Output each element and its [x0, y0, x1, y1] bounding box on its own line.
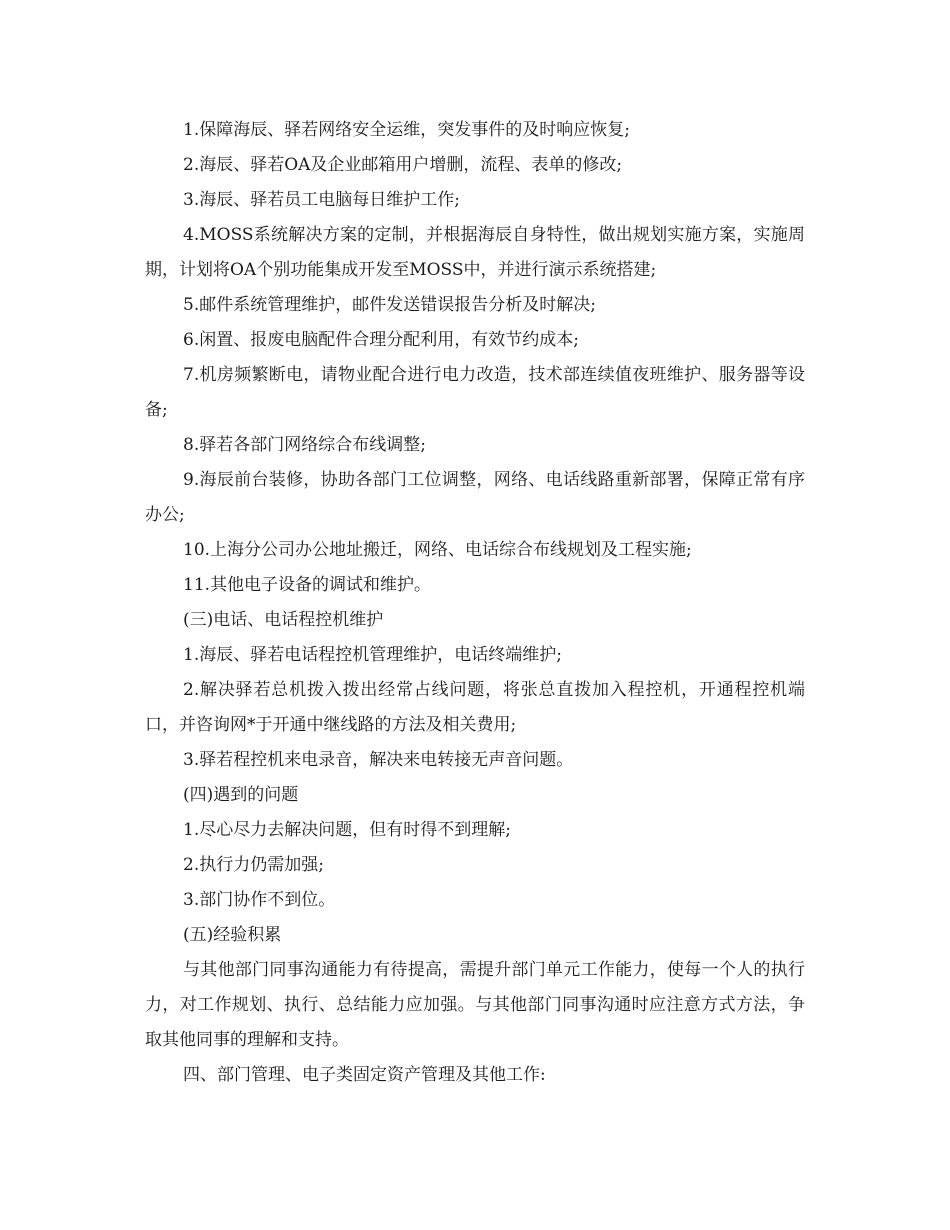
- paragraph-network-9: 9.海辰前台装修，协助各部门工位调整，网络、电话线路重新部署，保障正常有序办公;: [145, 470, 805, 525]
- section-heading-phone: (三)电话、电话程控机维护: [183, 610, 384, 630]
- section-heading-management: 四、部门管理、电子类固定资产管理及其他工作:: [183, 1065, 546, 1085]
- paragraph-network-1: 1.保障海辰、驿若网络安全运维，突发事件的及时响应恢复;: [183, 120, 630, 140]
- paragraph-phone-1: 1.海辰、驿若电话程控机管理维护，电话终端维护;: [183, 645, 562, 665]
- paragraph-problem-3: 3.部门协作不到位。: [183, 890, 336, 910]
- section-heading-experience: (五)经验积累: [183, 925, 282, 945]
- paragraph-network-2: 2.海辰、驿若OA及企业邮箱用户增删，流程、表单的修改;: [183, 155, 623, 175]
- paragraph-problem-2: 2.执行力仍需加强;: [183, 855, 324, 875]
- paragraph-network-7: 7.机房频繁断电，请物业配合进行电力改造，技术部连续值夜班维护、服务器等设备;: [145, 365, 805, 420]
- paragraph-phone-3: 3.驿若程控机来电录音，解决来电转接无声音问题。: [183, 750, 574, 770]
- paragraph-network-6: 6.闲置、报废电脑配件合理分配利用，有效节约成本;: [183, 330, 579, 350]
- document-body: [145, 113, 805, 1093]
- paragraph-experience: 与其他部门同事沟通能力有待提高，需提升部门单元工作能力，使每一个人的执行力，对工作规划、执行、总结能力应加强。与其他部门同事沟通时应注意方式方法，争取其他同事的理解和支持。: [145, 960, 805, 1050]
- paragraph-network-8: 8.驿若各部门网络综合布线调整;: [183, 435, 426, 455]
- paragraph-network-10: 10.上海分公司办公地址搬迁，网络、电话综合布线规划及工程实施;: [183, 540, 692, 560]
- paragraph-network-11: 11.其他电子设备的调试和维护。: [183, 575, 432, 595]
- paragraph-phone-2: 2.解决驿若总机拨入拨出经常占线问题，将张总直拨加入程控机，开通程控机端口，并咨询网*于开通中继线路的方法及相关费用;: [145, 680, 805, 735]
- section-heading-problems: (四)遇到的问题: [183, 785, 299, 805]
- paragraph-network-4: 4.MOSS系统解决方案的定制，并根据海辰自身特性，做出规划实施方案，实施周期，计划将OA个别功能集成开发至MOSS中，并进行演示系统搭建;: [145, 225, 805, 280]
- paragraph-problem-1: 1.尽心尽力去解决问题，但有时得不到理解;: [183, 820, 511, 840]
- paragraph-network-3: 3.海辰、驿若员工电脑每日维护工作;: [183, 190, 460, 210]
- paragraph-network-5: 5.邮件系统管理维护，邮件发送错误报告分析及时解决;: [183, 295, 596, 315]
